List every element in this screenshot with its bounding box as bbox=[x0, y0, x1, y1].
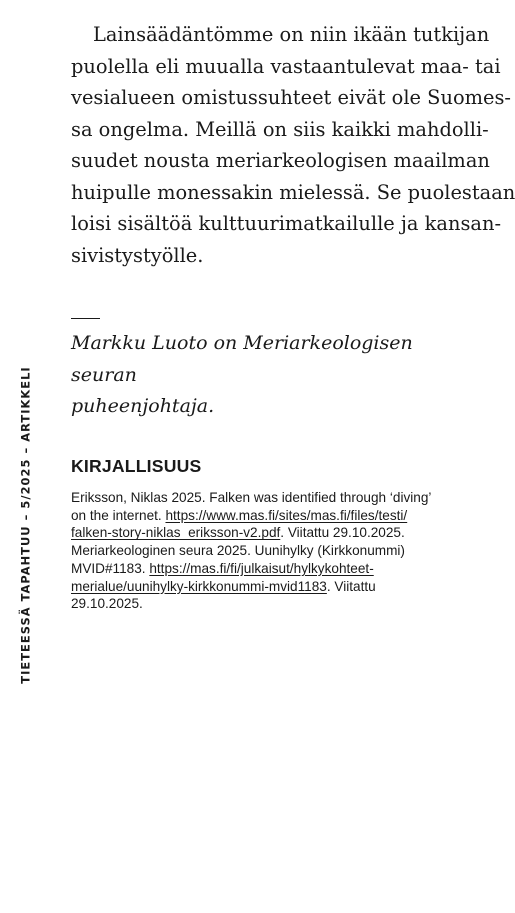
reference-text: Meriarkeologinen seura 2025. Uunihylky (Kirkkonummi) bbox=[71, 543, 405, 559]
body-line: sa ongelma. Meillä on siis kaikki mahdolli- bbox=[71, 117, 489, 141]
reference-text: . Viitattu bbox=[326, 578, 376, 594]
body-line: vesialueen omistussuhteet eivät ole Suomes- bbox=[71, 86, 511, 109]
body-line: sivistystyölle. bbox=[71, 243, 204, 267]
reference-link[interactable]: https://mas.fi/fi/julkaisut/hylkykohteet- bbox=[149, 560, 374, 576]
author-note-line: puheenjohtaja. bbox=[71, 395, 215, 417]
reference-item bbox=[71, 489, 491, 542]
body-line: puolella eli muualla vastaantulevat maa- tai bbox=[71, 54, 501, 78]
reference-text: Eriksson, Niklas 2025. Falken was identified through ‘diving’ bbox=[71, 490, 432, 505]
reference-link[interactable]: merialue/uunihylky-kirkkonummi-mvid1183 bbox=[71, 578, 327, 594]
running-header bbox=[19, 350, 33, 700]
reference-text: 29.10.2025. bbox=[71, 596, 143, 612]
body-line: loisi sisältöä kulttuurimatkailulle ja kansan- bbox=[71, 212, 501, 235]
reference-text: MVID#1183. bbox=[71, 560, 150, 576]
body-line: huipulle monessakin mielessä. Se puolestaan bbox=[71, 180, 515, 204]
body-line: suudet nousta meriarkeologisen maailman bbox=[71, 149, 490, 172]
author-note-line: Markku Luoto on Meriarkeologisen seuran bbox=[71, 332, 413, 386]
reference-item bbox=[71, 542, 491, 613]
article-body-paragraph bbox=[71, 19, 515, 271]
running-header-label: TIETEESSÄ TAPAHTUU – 5/2025 – ARTIKKELI bbox=[19, 366, 34, 684]
reference-text: on the internet. bbox=[71, 507, 166, 523]
author-note bbox=[71, 328, 483, 423]
reference-text: . Viitattu 29.10.2025. bbox=[280, 525, 405, 541]
reference-link[interactable]: https://www.mas.fi/sites/mas.fi/files/testi/ bbox=[165, 507, 408, 523]
body-line: Lainsäädäntömme on niin ikään tutkijan bbox=[93, 23, 490, 46]
reference-link[interactable]: falken-story-niklas_eriksson-v2.pdf bbox=[71, 525, 281, 541]
author-separator-rule bbox=[71, 318, 100, 319]
references-heading: KIRJALLISUUS bbox=[71, 456, 202, 476]
references-list bbox=[71, 489, 491, 613]
